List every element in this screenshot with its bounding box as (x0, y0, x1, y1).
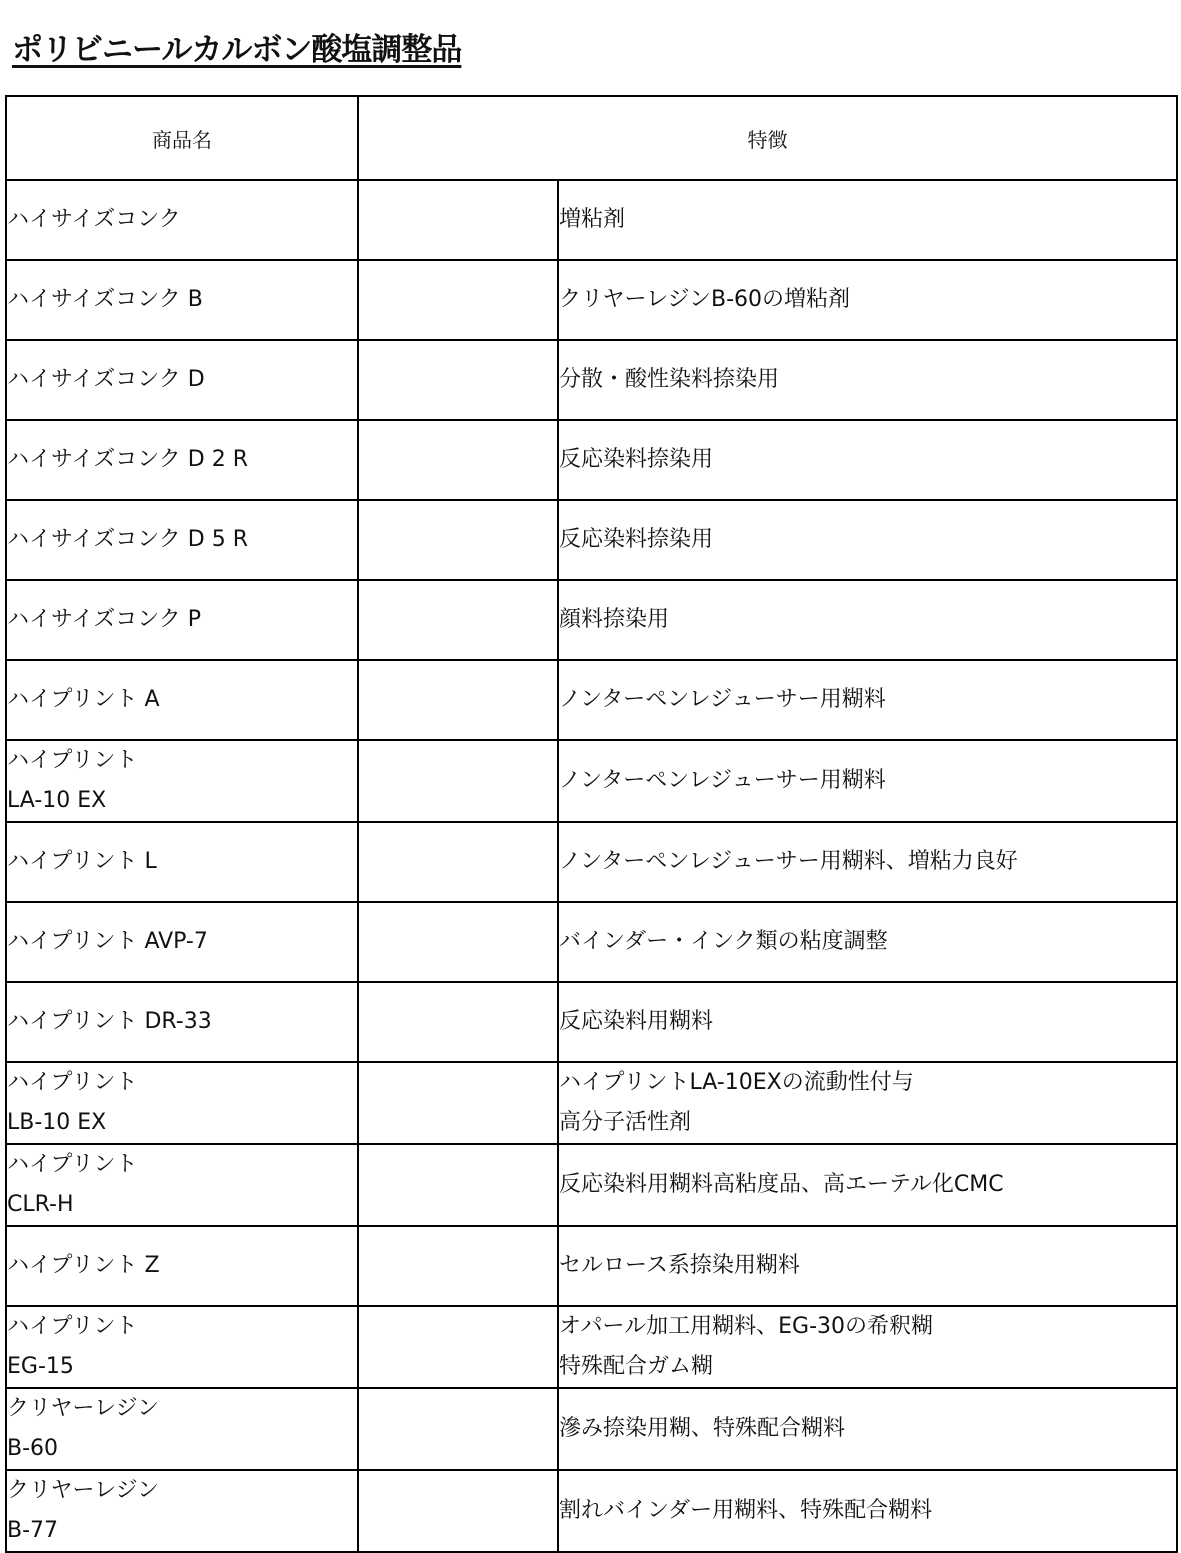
table-row (6, 1144, 1177, 1226)
feature-cell (558, 982, 1177, 1062)
product-name-cell (6, 260, 358, 340)
empty-cell (358, 580, 558, 660)
empty-cell (358, 740, 558, 822)
feature-text: 特殊配合ガム糊 (559, 1354, 714, 1379)
feature-text: ノンターペンレジューサー用糊料、増粘力良好 (559, 849, 1018, 874)
table-row (6, 420, 1177, 500)
product-name-cell (6, 1470, 358, 1552)
feature-cell (558, 822, 1177, 902)
product-name: B-60 (7, 1436, 59, 1461)
product-name: クリヤーレジン (7, 1478, 160, 1503)
table-header-row (6, 96, 1177, 180)
feature-cell (558, 740, 1177, 822)
product-name-cell (6, 822, 358, 902)
feature-text: ハイプリントLA-10EXの流動性付与 (559, 1070, 914, 1095)
product-name: ハイプリント Z (7, 1253, 160, 1278)
feature-text: 反応染料用糊料高粘度品、高エーテル化CMC (559, 1172, 1004, 1197)
product-name: ハイプリント L (7, 849, 157, 874)
table-row (6, 500, 1177, 580)
feature-cell (558, 1388, 1177, 1470)
table-row (6, 1388, 1177, 1470)
feature-text: ノンターペンレジューサー用糊料 (559, 687, 886, 712)
product-name-cell (6, 1144, 358, 1226)
feature-cell (558, 1062, 1177, 1144)
page-title: ポリビニールカルボン酸塩調整品 (12, 32, 462, 68)
product-name: ハイプリント DR-33 (7, 1009, 212, 1034)
table-row (6, 1306, 1177, 1388)
product-name: ハイサイズコンク D 5 R (7, 527, 249, 552)
header-product-name: 商品名 (6, 96, 358, 180)
table-row (6, 1470, 1177, 1552)
table-row (6, 180, 1177, 260)
feature-cell (558, 1306, 1177, 1388)
product-name: LA-10 EX (7, 788, 107, 813)
empty-cell (358, 260, 558, 340)
product-name: ハイサイズコンク D (7, 367, 205, 392)
empty-cell (358, 1062, 558, 1144)
empty-cell (358, 1144, 558, 1226)
product-name: CLR-H (7, 1192, 74, 1217)
feature-text: 顔料捺染用 (559, 607, 670, 632)
empty-cell (358, 982, 558, 1062)
product-name: ハイプリント (7, 748, 138, 773)
feature-cell (558, 902, 1177, 982)
product-name: クリヤーレジン (7, 1396, 160, 1421)
feature-cell (558, 180, 1177, 260)
product-name: B-77 (7, 1518, 59, 1543)
feature-cell (558, 260, 1177, 340)
feature-text: 反応染料捺染用 (559, 447, 714, 472)
product-name: ハイサイズコンク B (7, 287, 203, 312)
table-row (6, 260, 1177, 340)
empty-cell (358, 1306, 558, 1388)
feature-cell (558, 500, 1177, 580)
feature-cell (558, 1470, 1177, 1552)
product-name-cell (6, 1062, 358, 1144)
feature-text: 分散・酸性染料捺染用 (559, 367, 780, 392)
table-row (6, 1226, 1177, 1306)
table-row (6, 902, 1177, 982)
feature-text: オパール加工用糊料、EG-30の希釈糊 (559, 1314, 934, 1339)
product-name: ハイプリント A (7, 687, 160, 712)
feature-text: 滲み捺染用糊、特殊配合糊料 (559, 1416, 846, 1441)
empty-cell (358, 500, 558, 580)
table-row (6, 660, 1177, 740)
feature-text: 割れバインダー用糊料、特殊配合糊料 (559, 1498, 933, 1523)
feature-text: 高分子活性剤 (559, 1110, 692, 1135)
table-row (6, 740, 1177, 822)
header-feature: 特徴 (358, 96, 1177, 180)
product-name: LB-10 EX (7, 1110, 107, 1135)
product-name-cell (6, 340, 358, 420)
empty-cell (358, 660, 558, 740)
empty-cell (358, 902, 558, 982)
empty-cell (358, 180, 558, 260)
feature-text: ノンターペンレジューサー用糊料 (559, 768, 886, 793)
product-name-cell (6, 420, 358, 500)
table-row (6, 580, 1177, 660)
feature-text: セルロース系捺染用糊料 (559, 1253, 800, 1278)
feature-cell (558, 660, 1177, 740)
product-name-cell (6, 740, 358, 822)
feature-cell (558, 340, 1177, 420)
feature-text: 増粘剤 (559, 207, 626, 232)
empty-cell (358, 1388, 558, 1470)
product-name-cell (6, 982, 358, 1062)
table-row (6, 340, 1177, 420)
empty-cell (358, 822, 558, 902)
feature-cell (558, 420, 1177, 500)
table-row (6, 1062, 1177, 1144)
feature-cell (558, 580, 1177, 660)
feature-text: 反応染料捺染用 (559, 527, 714, 552)
product-name: ハイプリント AVP-7 (7, 929, 208, 954)
empty-cell (358, 1470, 558, 1552)
product-name: ハイサイズコンク (7, 207, 181, 232)
feature-text: 反応染料用糊料 (559, 1009, 714, 1034)
table-row (6, 822, 1177, 902)
product-name-cell (6, 902, 358, 982)
product-name: ハイサイズコンク P (7, 607, 202, 632)
product-table (5, 95, 1178, 1553)
feature-text: クリヤーレジンB-60の増粘剤 (559, 287, 851, 312)
table-row (6, 982, 1177, 1062)
product-name: ハイサイズコンク D 2 R (7, 447, 249, 472)
empty-cell (358, 1226, 558, 1306)
product-name: EG-15 (7, 1354, 74, 1379)
feature-cell (558, 1144, 1177, 1226)
product-name-cell (6, 660, 358, 740)
product-name: ハイプリント (7, 1152, 138, 1177)
product-name-cell (6, 1388, 358, 1470)
feature-text: バインダー・インク類の粘度調整 (559, 929, 888, 954)
product-name-cell (6, 1306, 358, 1388)
product-name: ハイプリント (7, 1314, 138, 1339)
feature-cell (558, 1226, 1177, 1306)
product-name: ハイプリント (7, 1070, 138, 1095)
product-name-cell (6, 500, 358, 580)
product-name-cell (6, 180, 358, 260)
product-name-cell (6, 580, 358, 660)
product-name-cell (6, 1226, 358, 1306)
empty-cell (358, 340, 558, 420)
empty-cell (358, 420, 558, 500)
